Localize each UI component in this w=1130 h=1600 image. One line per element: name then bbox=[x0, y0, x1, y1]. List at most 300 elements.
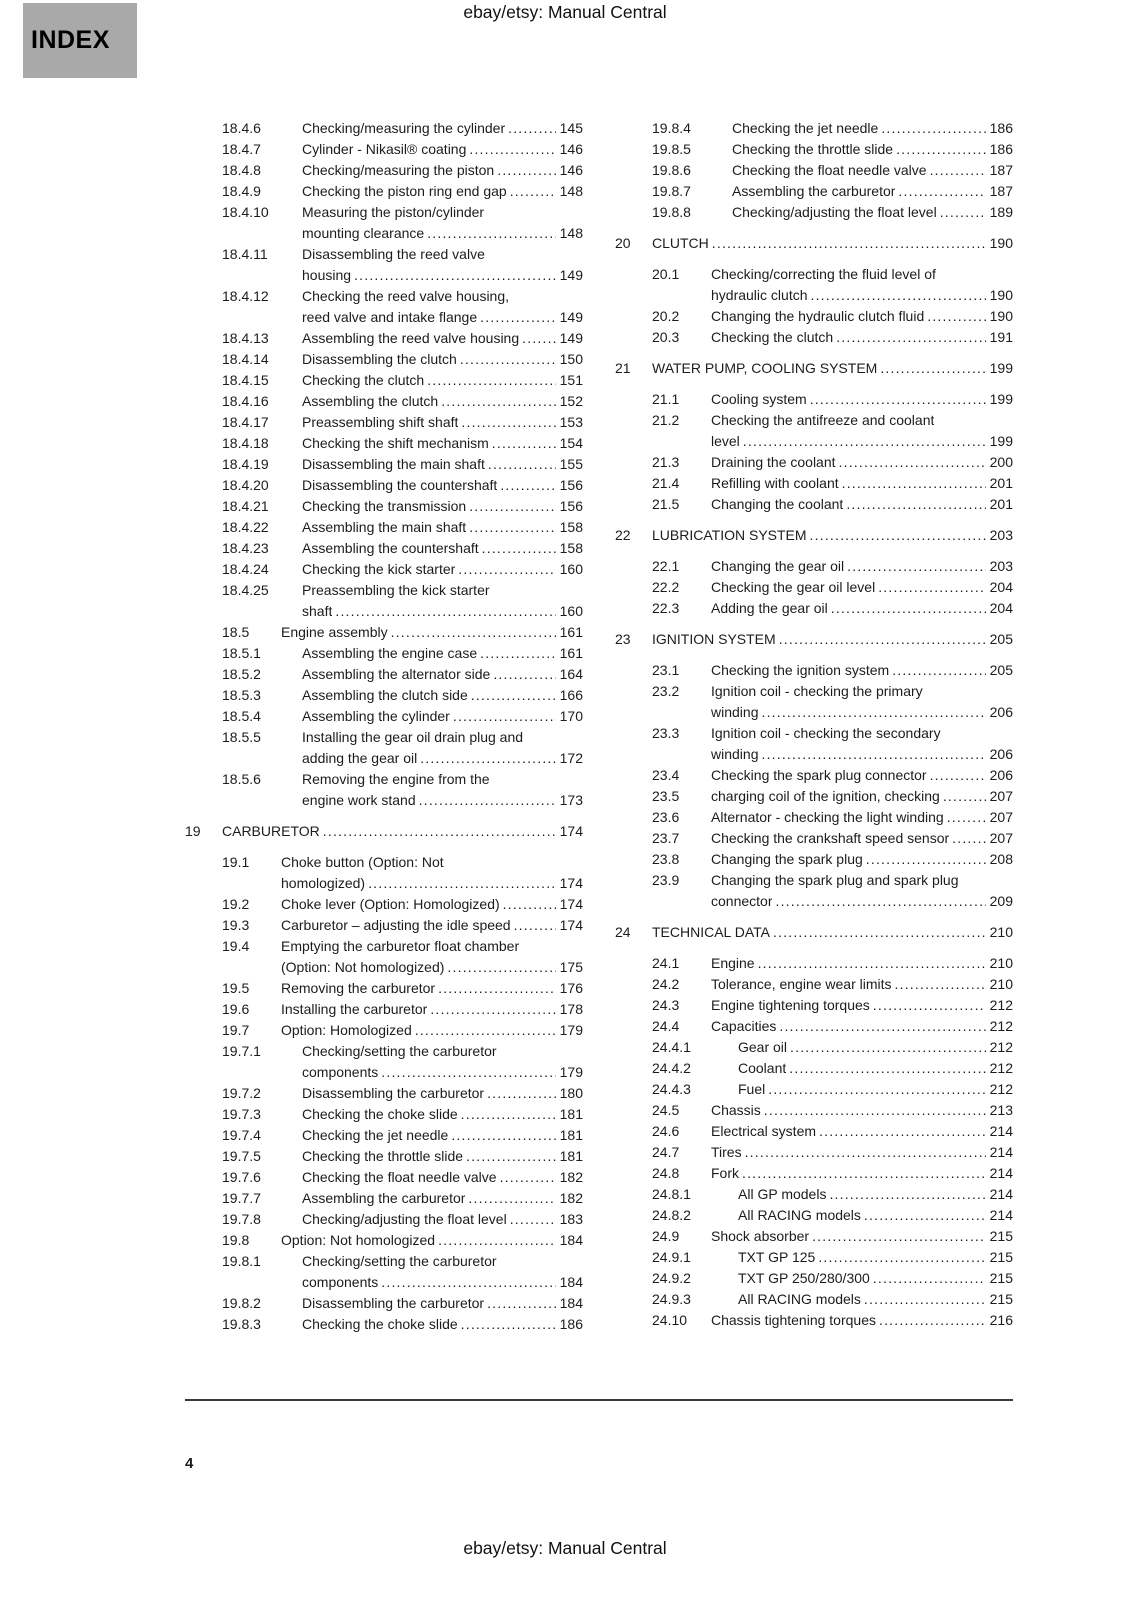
toc-entry-title: Assembling the reed valve housing bbox=[302, 330, 520, 346]
toc-entry-title: Draining the coolant bbox=[711, 454, 836, 470]
toc-entry[interactable] bbox=[615, 974, 1013, 995]
toc-entry-line bbox=[711, 995, 1013, 1016]
toc-entry-line bbox=[711, 974, 1013, 995]
toc-entry-body bbox=[711, 1310, 1013, 1331]
toc-entry-title: Checking/correcting the fluid level of bbox=[711, 266, 936, 282]
toc-entry-line bbox=[711, 786, 1013, 807]
toc-entry[interactable] bbox=[185, 244, 583, 286]
toc-entry-title: Disassembling the carburetor bbox=[302, 1085, 485, 1101]
toc-entry[interactable] bbox=[615, 629, 1013, 650]
toc-entry-page: 149 bbox=[559, 330, 583, 346]
toc-leader-dots bbox=[522, 328, 556, 349]
toc-entry-line bbox=[711, 1310, 1013, 1331]
toc-entry[interactable] bbox=[185, 118, 583, 139]
toc-entry-page: 181 bbox=[559, 1127, 583, 1143]
toc-entry[interactable] bbox=[185, 622, 583, 643]
toc-leader-dots bbox=[335, 601, 555, 622]
toc-entry[interactable] bbox=[185, 1146, 583, 1167]
toc-entry-page: 150 bbox=[559, 351, 583, 367]
toc-entry-body bbox=[711, 660, 1013, 681]
toc-entry-title: Checking the gear oil level bbox=[711, 579, 876, 595]
toc-entry-line bbox=[302, 391, 583, 412]
toc-entry[interactable] bbox=[615, 556, 1013, 577]
toc-entry-line bbox=[711, 285, 1013, 306]
toc-entry[interactable] bbox=[185, 328, 583, 349]
toc-entry[interactable] bbox=[615, 1037, 1013, 1058]
toc-entry[interactable] bbox=[185, 370, 583, 391]
toc-entry-number: 24.9.3 bbox=[652, 1291, 691, 1307]
toc-entry[interactable] bbox=[615, 306, 1013, 327]
toc-entry-body bbox=[281, 936, 583, 978]
toc-entry[interactable] bbox=[615, 807, 1013, 828]
toc-entry-number: 18.4.24 bbox=[222, 561, 269, 577]
toc-entry-title: Gear oil bbox=[738, 1039, 788, 1055]
toc-entry[interactable] bbox=[185, 1314, 583, 1335]
toc-entry-line bbox=[302, 349, 583, 370]
toc-entry-body bbox=[302, 118, 583, 139]
toc-entry-body bbox=[711, 681, 1013, 723]
toc-entry-number: 24.9.2 bbox=[652, 1270, 691, 1286]
toc-entry-body bbox=[711, 1163, 1013, 1184]
toc-entry[interactable] bbox=[615, 598, 1013, 619]
toc-entry-number: 22.3 bbox=[652, 600, 680, 616]
toc-entry-number: 24.9 bbox=[652, 1228, 680, 1244]
toc-entry-body bbox=[302, 370, 583, 391]
toc-entry[interactable] bbox=[615, 181, 1013, 202]
toc-entry-page: 214 bbox=[989, 1144, 1013, 1160]
toc-entry-page: 176 bbox=[559, 980, 583, 996]
toc-entry-number: 23.6 bbox=[652, 809, 680, 825]
toc-entry-title: Assembling the alternator side bbox=[302, 666, 491, 682]
toc-entry-page: 154 bbox=[559, 435, 583, 451]
toc-entry[interactable] bbox=[615, 1268, 1013, 1289]
toc-entry[interactable] bbox=[615, 1142, 1013, 1163]
toc-entry[interactable] bbox=[185, 1083, 583, 1104]
toc-entry[interactable] bbox=[185, 496, 583, 517]
toc-entry-body bbox=[711, 870, 1013, 912]
toc-entry-title: Checking the choke slide bbox=[302, 1106, 458, 1122]
toc-entry-line bbox=[302, 601, 583, 622]
toc-entry[interactable] bbox=[185, 852, 583, 894]
toc-leader-dots bbox=[487, 1083, 556, 1104]
toc-entry-line bbox=[302, 265, 583, 286]
toc-entry-title: Alternator - checking the light winding bbox=[711, 809, 944, 825]
toc-entry-body bbox=[302, 727, 583, 769]
toc-entry-body bbox=[281, 1230, 583, 1251]
toc-entry-number: 24.9.1 bbox=[652, 1249, 691, 1265]
toc-entry-body bbox=[711, 807, 1013, 828]
toc-entry[interactable] bbox=[185, 139, 583, 160]
toc-leader-dots bbox=[761, 702, 985, 723]
toc-entry[interactable] bbox=[185, 894, 583, 915]
page-number: 4 bbox=[185, 1455, 194, 1472]
toc-entry[interactable] bbox=[185, 1188, 583, 1209]
toc-entry[interactable] bbox=[185, 664, 583, 685]
toc-entry[interactable] bbox=[615, 327, 1013, 348]
toc-entry-line bbox=[302, 580, 583, 601]
toc-entry-body bbox=[738, 1268, 1013, 1289]
toc-entry[interactable] bbox=[615, 786, 1013, 807]
toc-entry-line bbox=[738, 1268, 1013, 1289]
toc-entry[interactable] bbox=[185, 454, 583, 475]
toc-leader-dots bbox=[930, 160, 986, 181]
toc-entry[interactable] bbox=[185, 1125, 583, 1146]
toc-entry-title: Engine assembly bbox=[281, 624, 388, 640]
toc-entry-page: 214 bbox=[989, 1186, 1013, 1202]
toc-entry-line bbox=[711, 807, 1013, 828]
toc-entry[interactable] bbox=[615, 1310, 1013, 1331]
toc-entry[interactable] bbox=[615, 723, 1013, 765]
toc-entry-line bbox=[732, 202, 1013, 223]
toc-entry-title: Option: Not homologized bbox=[281, 1232, 436, 1248]
toc-leader-dots bbox=[503, 894, 556, 915]
toc-entry-line bbox=[711, 702, 1013, 723]
toc-entry-body bbox=[711, 473, 1013, 494]
toc-entry-line bbox=[738, 1184, 1013, 1205]
toc-leader-dots bbox=[500, 1167, 556, 1188]
toc-entry-number: 20 bbox=[615, 235, 631, 251]
toc-entry-title: Removing the carburetor bbox=[281, 980, 436, 996]
toc-entry-title: connector bbox=[711, 893, 773, 909]
toc-entry-body bbox=[738, 1058, 1013, 1079]
toc-entry-line bbox=[652, 629, 1013, 650]
toc-entry-line bbox=[652, 525, 1013, 546]
toc-entry-body bbox=[302, 1125, 583, 1146]
toc-entry[interactable] bbox=[185, 391, 583, 412]
toc-entry-page: 153 bbox=[559, 414, 583, 430]
toc-entry[interactable] bbox=[615, 118, 1013, 139]
toc-entry-line bbox=[302, 328, 583, 349]
toc-leader-dots bbox=[514, 915, 556, 936]
toc-entry-title: Assembling the clutch side bbox=[302, 687, 468, 703]
toc-entry-title: Assembling the engine case bbox=[302, 645, 478, 661]
toc-entry[interactable] bbox=[615, 1226, 1013, 1247]
toc-entry-line bbox=[302, 517, 583, 538]
toc-entry[interactable] bbox=[185, 538, 583, 559]
toc-entry[interactable] bbox=[615, 494, 1013, 515]
toc-entry[interactable] bbox=[615, 1016, 1013, 1037]
toc-entry-line bbox=[302, 475, 583, 496]
toc-entry[interactable] bbox=[615, 577, 1013, 598]
toc-entry-body bbox=[711, 410, 1013, 452]
toc-entry-body bbox=[302, 244, 583, 286]
toc-entry-line bbox=[738, 1037, 1013, 1058]
toc-entry[interactable] bbox=[615, 473, 1013, 494]
toc-entry[interactable] bbox=[185, 936, 583, 978]
toc-entry[interactable] bbox=[185, 999, 583, 1020]
toc-entry-page: 205 bbox=[989, 662, 1013, 678]
toc-entry-page: 183 bbox=[559, 1211, 583, 1227]
toc-entry-page: 213 bbox=[989, 1102, 1013, 1118]
toc-entry[interactable] bbox=[185, 706, 583, 727]
toc-entry-title: TXT GP 250/280/300 bbox=[738, 1270, 870, 1286]
toc-entry-page: 145 bbox=[559, 120, 583, 136]
toc-entry[interactable] bbox=[185, 517, 583, 538]
toc-entry-line bbox=[652, 922, 1013, 943]
toc-entry-body bbox=[652, 233, 1013, 254]
toc-entry[interactable] bbox=[185, 181, 583, 202]
toc-entry-number: 19.8.2 bbox=[222, 1295, 261, 1311]
toc-entry-line bbox=[711, 431, 1013, 452]
toc-entry[interactable] bbox=[615, 870, 1013, 912]
toc-entry[interactable] bbox=[185, 1293, 583, 1314]
toc-entry-body bbox=[711, 849, 1013, 870]
toc-entry-number: 24.4.2 bbox=[652, 1060, 691, 1076]
toc-leader-dots bbox=[810, 389, 986, 410]
toc-leader-dots bbox=[460, 349, 556, 370]
toc-entry[interactable] bbox=[615, 452, 1013, 473]
toc-entry[interactable] bbox=[615, 995, 1013, 1016]
toc-entry[interactable] bbox=[185, 1041, 583, 1083]
toc-entry-page: 148 bbox=[559, 225, 583, 241]
toc-entry[interactable] bbox=[615, 849, 1013, 870]
toc-entry[interactable] bbox=[615, 1289, 1013, 1310]
toc-entry[interactable] bbox=[615, 1100, 1013, 1121]
toc-entry[interactable] bbox=[615, 828, 1013, 849]
toc-entry-line bbox=[302, 685, 583, 706]
toc-entry-page: 212 bbox=[989, 1081, 1013, 1097]
toc-entry-number: 23.2 bbox=[652, 683, 680, 699]
toc-entry[interactable] bbox=[615, 953, 1013, 974]
toc-leader-dots bbox=[745, 1142, 986, 1163]
toc-entry-page: 155 bbox=[559, 456, 583, 472]
toc-entry[interactable] bbox=[615, 765, 1013, 786]
toc-entry-body bbox=[302, 181, 583, 202]
toc-entry-page: 207 bbox=[989, 809, 1013, 825]
toc-entry-title: Checking/setting the carburetor bbox=[302, 1253, 497, 1269]
toc-leader-dots bbox=[488, 454, 556, 475]
toc-entry[interactable] bbox=[185, 1251, 583, 1293]
toc-entry-page: 215 bbox=[989, 1270, 1013, 1286]
toc-entry-title: Capacities bbox=[711, 1018, 777, 1034]
toc-entry[interactable] bbox=[615, 1121, 1013, 1142]
toc-entry[interactable] bbox=[185, 1104, 583, 1125]
toc-entry-number: 18.4.8 bbox=[222, 162, 261, 178]
toc-entry[interactable] bbox=[185, 821, 583, 842]
toc-entry-line bbox=[711, 389, 1013, 410]
toc-leader-dots bbox=[461, 412, 555, 433]
footer-title: ebay/etsy: Manual Central bbox=[463, 1538, 667, 1558]
toc-entry-line bbox=[281, 936, 583, 957]
toc-leader-dots bbox=[427, 370, 555, 391]
toc-entry-line bbox=[302, 1083, 583, 1104]
toc-entry-page: 152 bbox=[559, 393, 583, 409]
toc-entry[interactable] bbox=[615, 160, 1013, 181]
toc-entry[interactable] bbox=[185, 475, 583, 496]
toc-entry-title: Checking the reed valve housing, bbox=[302, 288, 510, 304]
toc-leader-dots bbox=[497, 160, 555, 181]
toc-entry-page: 164 bbox=[559, 666, 583, 682]
toc-entry-body bbox=[732, 202, 1013, 223]
toc-entry-line bbox=[281, 852, 583, 873]
toc-entry-body bbox=[732, 139, 1013, 160]
toc-leader-dots bbox=[947, 807, 986, 828]
toc-entry[interactable] bbox=[185, 559, 583, 580]
toc-entry[interactable] bbox=[615, 1058, 1013, 1079]
toc-entry-title: Checking the piston ring end gap bbox=[302, 183, 507, 199]
toc-entry-title: Changing the coolant bbox=[711, 496, 844, 512]
toc-entry-line bbox=[302, 1251, 583, 1272]
toc-entry-page: 146 bbox=[559, 141, 583, 157]
toc-entry-line bbox=[302, 1209, 583, 1230]
toc-entry-number: 24.4 bbox=[652, 1018, 680, 1034]
toc-entry-line bbox=[302, 727, 583, 748]
toc-leader-dots bbox=[761, 744, 985, 765]
toc-entry[interactable] bbox=[185, 412, 583, 433]
toc-entry-title: Cylinder - Nikasil® coating bbox=[302, 141, 467, 157]
toc-entry[interactable] bbox=[615, 264, 1013, 306]
toc-entry-page: 212 bbox=[989, 1039, 1013, 1055]
toc-leader-dots bbox=[743, 431, 986, 452]
toc-entry-title: reed valve and intake flange bbox=[302, 309, 478, 325]
toc-entry-body bbox=[302, 1104, 583, 1125]
toc-entry-number: 19.3 bbox=[222, 917, 250, 933]
toc-entry-title: winding bbox=[711, 746, 759, 762]
toc-entry-number: 18.5.5 bbox=[222, 729, 261, 745]
toc-entry[interactable] bbox=[185, 685, 583, 706]
toc-entry-title: Cooling system bbox=[711, 391, 807, 407]
toc-entry-number: 18.4.17 bbox=[222, 414, 269, 430]
toc-entry[interactable] bbox=[615, 922, 1013, 943]
toc-entry-title: Checking the clutch bbox=[302, 372, 425, 388]
toc-entry-title: Removing the engine from the bbox=[302, 771, 490, 787]
toc-leader-dots bbox=[368, 873, 556, 894]
toc-entry[interactable] bbox=[185, 643, 583, 664]
toc-entry-title: Assembling the cylinder bbox=[302, 708, 450, 724]
toc-entry[interactable] bbox=[185, 580, 583, 622]
toc-entry-line bbox=[302, 286, 583, 307]
toc-entry[interactable] bbox=[185, 1209, 583, 1230]
toc-entry[interactable] bbox=[615, 233, 1013, 254]
toc-leader-dots bbox=[927, 306, 985, 327]
toc-entry[interactable] bbox=[185, 433, 583, 454]
toc-leader-dots bbox=[847, 556, 986, 577]
toc-entry-number: 23.7 bbox=[652, 830, 680, 846]
toc-entry[interactable] bbox=[615, 681, 1013, 723]
toc-entry[interactable] bbox=[185, 1020, 583, 1041]
toc-entry[interactable] bbox=[615, 202, 1013, 223]
toc-entry[interactable] bbox=[185, 202, 583, 244]
toc-entry-page: 175 bbox=[559, 959, 583, 975]
toc-leader-dots bbox=[468, 1188, 555, 1209]
toc-leader-dots bbox=[864, 1205, 986, 1226]
toc-entry-title: Disassembling the countershaft bbox=[302, 477, 498, 493]
toc-entry[interactable] bbox=[615, 1184, 1013, 1205]
toc-entry[interactable] bbox=[185, 978, 583, 999]
toc-entry[interactable] bbox=[615, 525, 1013, 546]
toc-entry-line bbox=[711, 598, 1013, 619]
toc-entry-line bbox=[302, 1293, 583, 1314]
toc-leader-dots bbox=[391, 622, 556, 643]
toc-entry[interactable] bbox=[615, 139, 1013, 160]
toc-entry-body bbox=[281, 978, 583, 999]
toc-entry-body bbox=[302, 580, 583, 622]
toc-entry-title: winding bbox=[711, 704, 759, 720]
index-label: INDEX bbox=[31, 26, 110, 54]
toc-entry[interactable] bbox=[615, 1163, 1013, 1184]
toc-entry-line bbox=[302, 664, 583, 685]
toc-entry[interactable] bbox=[615, 410, 1013, 452]
toc-entry-title: Checking the float needle valve bbox=[732, 162, 927, 178]
toc-entry[interactable] bbox=[185, 286, 583, 328]
toc-entry-page: 184 bbox=[559, 1274, 583, 1290]
toc-entry-title: Disassembling the carburetor bbox=[302, 1295, 485, 1311]
toc-entry-number: 18.5.1 bbox=[222, 645, 261, 661]
toc-entry-page: 210 bbox=[989, 924, 1013, 940]
toc-entry-number: 24.4.1 bbox=[652, 1039, 691, 1055]
toc-entry[interactable] bbox=[185, 727, 583, 769]
header-title: ebay/etsy: Manual Central bbox=[463, 2, 667, 22]
toc-leader-dots bbox=[764, 1100, 986, 1121]
toc-entry[interactable] bbox=[615, 1247, 1013, 1268]
toc-entry-line bbox=[302, 748, 583, 769]
toc-entry-page: 199 bbox=[989, 360, 1013, 376]
toc-entry-body bbox=[302, 391, 583, 412]
toc-entry-number: 24.8 bbox=[652, 1165, 680, 1181]
toc-entry-page: 206 bbox=[989, 767, 1013, 783]
toc-entry-page: 174 bbox=[559, 917, 583, 933]
toc-entry-body bbox=[302, 685, 583, 706]
toc-entry-title: housing bbox=[302, 267, 352, 283]
toc-entry-title: Checking the spark plug connector bbox=[711, 767, 927, 783]
toc-entry-title: Checking/measuring the piston bbox=[302, 162, 495, 178]
toc-entry-page: 156 bbox=[559, 477, 583, 493]
toc-entry-number: 18.5.4 bbox=[222, 708, 261, 724]
toc-entry-body bbox=[302, 1083, 583, 1104]
toc-entry-line bbox=[302, 1167, 583, 1188]
toc-entry[interactable] bbox=[185, 1167, 583, 1188]
toc-entry[interactable] bbox=[185, 349, 583, 370]
toc-entry-line bbox=[711, 473, 1013, 494]
toc-entry[interactable] bbox=[615, 1079, 1013, 1100]
toc-entry[interactable] bbox=[615, 389, 1013, 410]
toc-entry-line bbox=[738, 1289, 1013, 1310]
toc-entry-number: 21.4 bbox=[652, 475, 680, 491]
toc-entry-body bbox=[738, 1205, 1013, 1226]
toc-entry-title: Changing the gear oil bbox=[711, 558, 845, 574]
toc-entry[interactable] bbox=[185, 769, 583, 811]
toc-entry-body bbox=[652, 922, 1013, 943]
toc-leader-dots bbox=[829, 1184, 985, 1205]
toc-entry[interactable] bbox=[615, 1205, 1013, 1226]
toc-entry-body bbox=[302, 139, 583, 160]
toc-entry-body bbox=[711, 556, 1013, 577]
toc-entry-page: 215 bbox=[989, 1228, 1013, 1244]
toc-entry[interactable] bbox=[185, 160, 583, 181]
toc-entry-page: 199 bbox=[989, 433, 1013, 449]
toc-entry-number: 19.8.8 bbox=[652, 204, 691, 220]
toc-entry-number: 18.5.6 bbox=[222, 771, 261, 787]
toc-entry-body bbox=[738, 1184, 1013, 1205]
toc-entry-body bbox=[302, 1041, 583, 1083]
toc-entry-line bbox=[738, 1079, 1013, 1100]
toc-entry-body bbox=[711, 828, 1013, 849]
toc-entry-page: 179 bbox=[559, 1022, 583, 1038]
toc-entry-line bbox=[281, 957, 583, 978]
toc-entry-page: 186 bbox=[989, 120, 1013, 136]
toc-entry-number: 19.6 bbox=[222, 1001, 250, 1017]
toc-entry-line bbox=[711, 410, 1013, 431]
toc-entry-line bbox=[302, 559, 583, 580]
toc-entry[interactable] bbox=[615, 358, 1013, 379]
toc-entry-number: 18.5 bbox=[222, 624, 250, 640]
toc-entry[interactable] bbox=[615, 660, 1013, 681]
toc-entry-number: 23 bbox=[615, 631, 631, 647]
toc-entry[interactable] bbox=[185, 915, 583, 936]
toc-entry-page: 203 bbox=[989, 558, 1013, 574]
toc-entry[interactable] bbox=[185, 1230, 583, 1251]
toc-leader-dots bbox=[461, 1314, 556, 1335]
